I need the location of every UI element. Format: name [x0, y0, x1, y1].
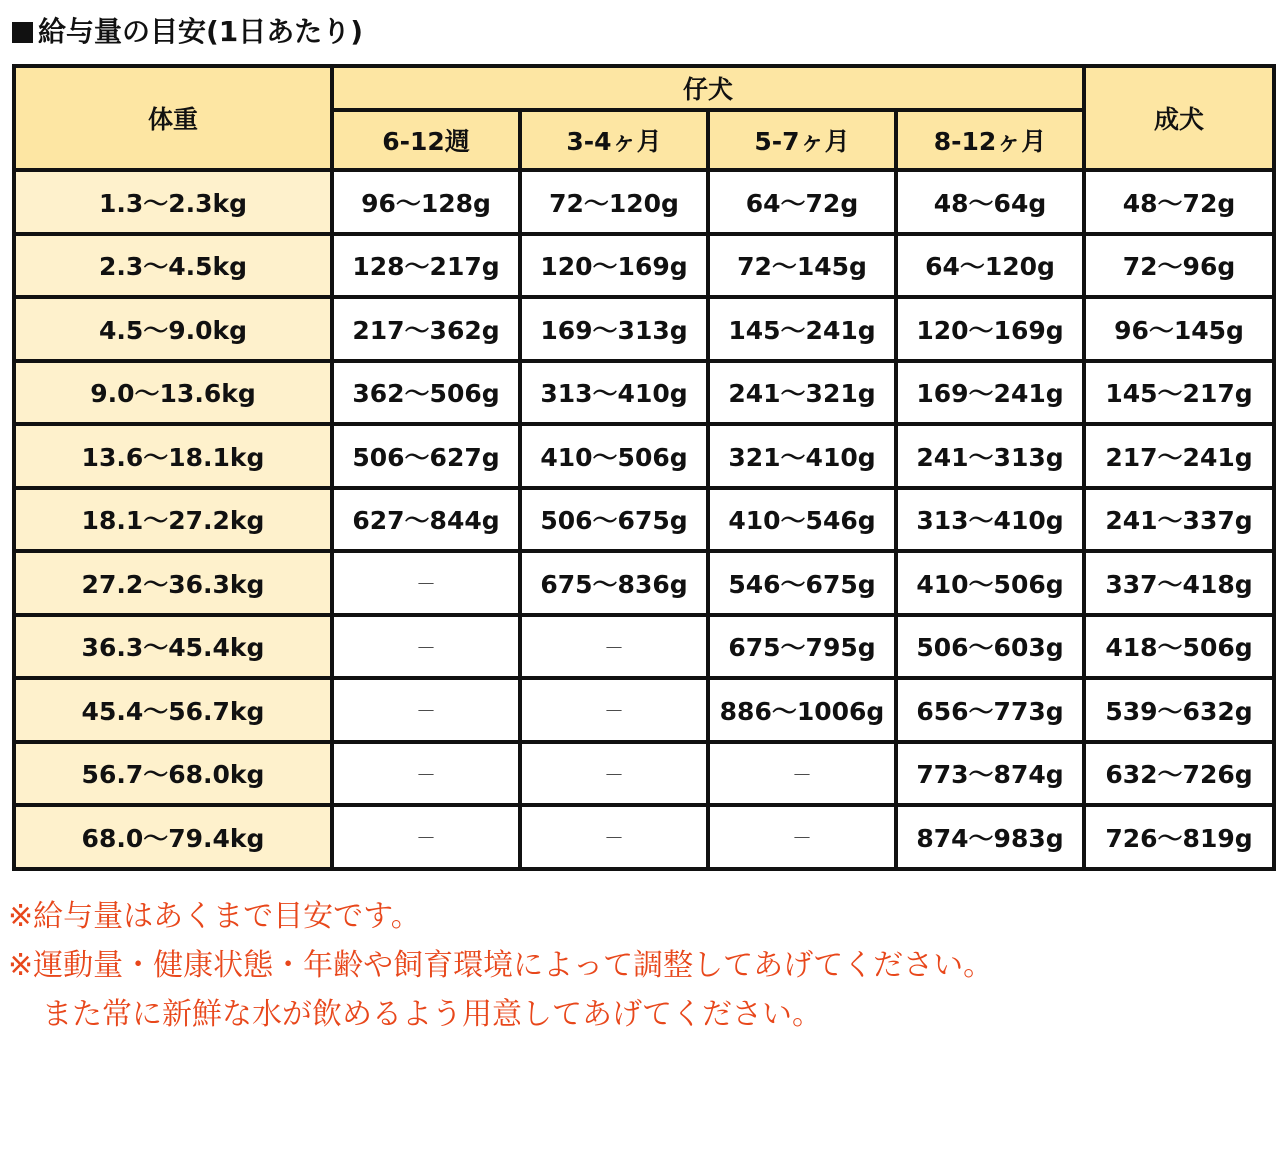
weight-range-cell: 4.5〜9.0kg	[14, 297, 332, 361]
note-line: ※運動量・健康状態・年齢や飼育環境によって調整してあげてください。	[8, 948, 994, 983]
puppy-amount-cell: 627〜844g	[332, 488, 520, 552]
adult-amount-cell: 96〜145g	[1084, 297, 1274, 361]
feeding-amount-table	[12, 64, 1276, 871]
page-title-text: 給与量の目安(1日あたり)	[38, 15, 364, 48]
table-row	[14, 742, 1274, 806]
table-row	[14, 678, 1274, 742]
puppy-amount-cell: 241〜313g	[896, 424, 1084, 488]
adult-amount-cell: 72〜96g	[1084, 234, 1274, 298]
notes	[8, 892, 993, 1039]
puppy-amount-cell: －	[332, 805, 520, 869]
table-row	[14, 361, 1274, 425]
puppy-amount-cell: 64〜72g	[708, 170, 896, 234]
puppy-amount-cell: －	[332, 678, 520, 742]
table-row	[14, 424, 1274, 488]
puppy-amount-cell: 506〜627g	[332, 424, 520, 488]
puppy-amount-cell: 64〜120g	[896, 234, 1084, 298]
table-row	[14, 551, 1274, 615]
adult-amount-cell: 337〜418g	[1084, 551, 1274, 615]
table-row	[14, 297, 1274, 361]
puppy-age-header: 3-4ヶ月	[520, 110, 708, 170]
puppy-amount-cell: 656〜773g	[896, 678, 1084, 742]
weight-range-cell: 2.3〜4.5kg	[14, 234, 332, 298]
puppy-amount-cell: －	[332, 615, 520, 679]
square-bullet-icon	[12, 22, 33, 43]
puppy-age-header: 8-12ヶ月	[896, 110, 1084, 170]
puppy-amount-cell: －	[520, 805, 708, 869]
adult-amount-cell: 48〜72g	[1084, 170, 1274, 234]
weight-range-cell: 27.2〜36.3kg	[14, 551, 332, 615]
puppy-amount-cell: 773〜874g	[896, 742, 1084, 806]
puppy-amount-cell: 169〜241g	[896, 361, 1084, 425]
adult-amount-cell: 145〜217g	[1084, 361, 1274, 425]
puppy-amount-cell: 410〜546g	[708, 488, 896, 552]
puppy-amount-cell: 241〜321g	[708, 361, 896, 425]
puppy-amount-cell: 48〜64g	[896, 170, 1084, 234]
weight-range-cell: 18.1〜27.2kg	[14, 488, 332, 552]
puppy-header: 仔犬	[332, 66, 1084, 110]
puppy-amount-cell: 120〜169g	[896, 297, 1084, 361]
puppy-amount-cell: 675〜795g	[708, 615, 896, 679]
puppy-amount-cell: －	[332, 551, 520, 615]
puppy-amount-cell: 675〜836g	[520, 551, 708, 615]
puppy-amount-cell: 72〜145g	[708, 234, 896, 298]
puppy-amount-cell: 506〜675g	[520, 488, 708, 552]
puppy-amount-cell: 313〜410g	[520, 361, 708, 425]
puppy-amount-cell: 410〜506g	[520, 424, 708, 488]
puppy-amount-cell: 72〜120g	[520, 170, 708, 234]
puppy-age-header: 5-7ヶ月	[708, 110, 896, 170]
note-line: ※給与量はあくまで目安です。	[8, 899, 421, 934]
puppy-amount-cell: 410〜506g	[896, 551, 1084, 615]
puppy-amount-cell: 886〜1006g	[708, 678, 896, 742]
weight-range-cell: 45.4〜56.7kg	[14, 678, 332, 742]
weight-range-cell: 13.6〜18.1kg	[14, 424, 332, 488]
puppy-amount-cell: 120〜169g	[520, 234, 708, 298]
weight-header: 体重	[14, 66, 332, 170]
adult-amount-cell: 726〜819g	[1084, 805, 1274, 869]
adult-amount-cell: 241〜337g	[1084, 488, 1274, 552]
puppy-amount-cell: －	[708, 805, 896, 869]
puppy-amount-cell: 874〜983g	[896, 805, 1084, 869]
adult-amount-cell: 539〜632g	[1084, 678, 1274, 742]
puppy-amount-cell: 145〜241g	[708, 297, 896, 361]
table-row	[14, 170, 1274, 234]
table-body	[14, 170, 1274, 869]
adult-amount-cell: 418〜506g	[1084, 615, 1274, 679]
puppy-amount-cell: －	[332, 742, 520, 806]
weight-range-cell: 56.7〜68.0kg	[14, 742, 332, 806]
puppy-amount-cell: 169〜313g	[520, 297, 708, 361]
puppy-amount-cell: 506〜603g	[896, 615, 1084, 679]
weight-range-cell: 68.0〜79.4kg	[14, 805, 332, 869]
page-title	[12, 14, 363, 50]
note-line: また常に新鮮な水が飲めるよう用意してあげてください。	[42, 997, 822, 1032]
puppy-amount-cell: 321〜410g	[708, 424, 896, 488]
adult-header: 成犬	[1084, 66, 1274, 170]
table-row	[14, 234, 1274, 298]
table-row	[14, 615, 1274, 679]
puppy-amount-cell: －	[520, 615, 708, 679]
puppy-amount-cell: 96〜128g	[332, 170, 520, 234]
puppy-amount-cell: －	[520, 678, 708, 742]
puppy-amount-cell: 313〜410g	[896, 488, 1084, 552]
weight-range-cell: 36.3〜45.4kg	[14, 615, 332, 679]
puppy-amount-cell: －	[708, 742, 896, 806]
adult-amount-cell: 632〜726g	[1084, 742, 1274, 806]
weight-range-cell: 9.0〜13.6kg	[14, 361, 332, 425]
puppy-amount-cell: －	[520, 742, 708, 806]
puppy-amount-cell: 546〜675g	[708, 551, 896, 615]
puppy-amount-cell: 217〜362g	[332, 297, 520, 361]
puppy-age-header: 6-12週	[332, 110, 520, 170]
puppy-amount-cell: 362〜506g	[332, 361, 520, 425]
weight-range-cell: 1.3〜2.3kg	[14, 170, 332, 234]
puppy-amount-cell: 128〜217g	[332, 234, 520, 298]
table-row	[14, 805, 1274, 869]
table-row	[14, 488, 1274, 552]
adult-amount-cell: 217〜241g	[1084, 424, 1274, 488]
